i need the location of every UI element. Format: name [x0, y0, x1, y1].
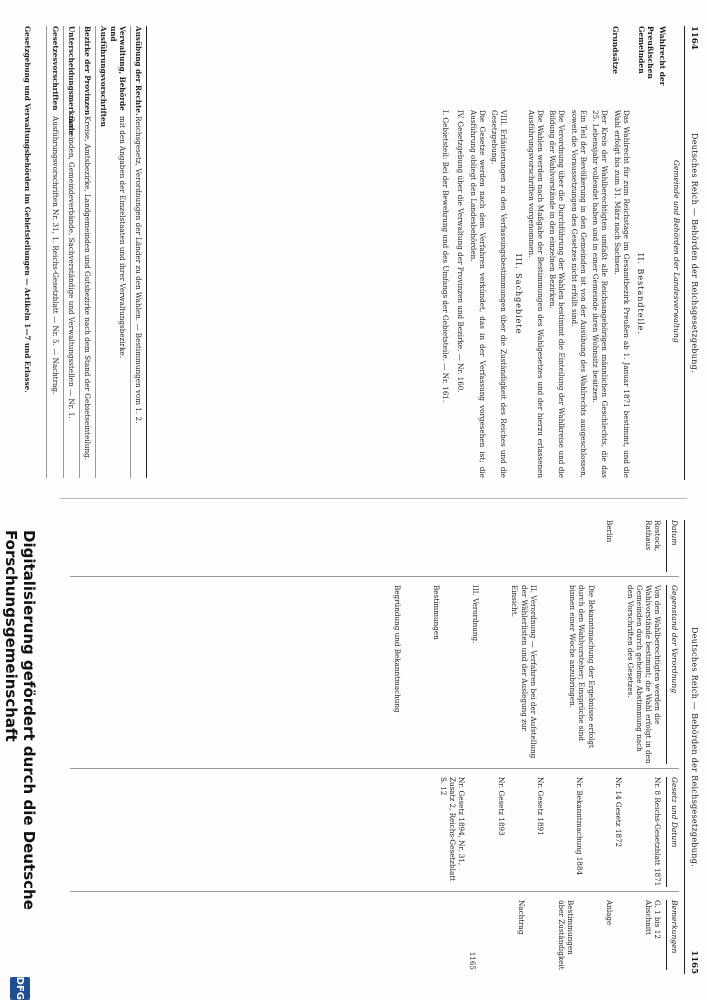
- cell: III. Verordnung.: [471, 585, 481, 644]
- running-head: Deutsches Reich — Behörden der Reichsgesetzgebung.: [690, 133, 699, 373]
- cell: Von den Wahlberechtigten werden die Wahlvorstände bestimmt; die Wahl erfolgt in den Gemeinden durch geheime Abstimmung nach den Vorschriften des Gesetzes.: [625, 585, 663, 764]
- cell: Rostock, Rathaus: [644, 520, 663, 552]
- column-date: [70, 520, 679, 577]
- row-text: Gemeinden, Gemeindeverbände, Sachverständige und Verwaltungsstellen — Nr. 1.: [66, 116, 76, 419]
- dfg-logo: DFG: [10, 977, 30, 1000]
- cell: Anlage: [604, 900, 614, 926]
- column-header: Bemerkungen: [666, 900, 679, 970]
- column-header: Datum: [666, 520, 679, 572]
- table-row: [79, 26, 95, 478]
- table-row: [46, 26, 62, 478]
- column-header: Gesetz und Datum: [666, 777, 679, 887]
- cell: Bestimmungen: [432, 585, 441, 640]
- cell: II. Verordnung — Verfahren bei der Aufstellung der Wählerlisten und der Auslegung zur Einsicht.: [510, 585, 538, 759]
- left-page-header: [684, 26, 699, 480]
- cell: Nr. Gesetz 1894, Nr. 31, Zusatz 2, Reichs-Gesetzblatt S. 12: [438, 777, 467, 882]
- right-page: [0, 500, 707, 1000]
- running-head: Deutsches Reich — Behörden der Reichsgesetzgebung.: [690, 627, 699, 867]
- cell: Nr. Gesetz 1893: [496, 777, 506, 836]
- row-text: Kreise, Amtsbezirke, Landgemeinden und Gutsbezirke nach dem Stand der Gebietseinteilung.: [83, 116, 93, 461]
- paragraph: Ein Teil der Bevölkerung in den Gemeinden ist von der Ausübung des Wahlrechts ausgeschlossen, soweit die Voraussetzungen des Gesetzes nicht erfüllt sind.: [569, 110, 588, 478]
- paragraph: Der Kreis der Wahlberechtigten umfaßt alle Reichsangehörigen männlichen Geschlechts, die das 25. Lebensjahr vollendet haben und in einer Gemeinde ihren Wohnsitz besitzen.: [591, 110, 610, 478]
- row-label: Verwaltung, Behörde und Ausführungsvorschriften: [99, 26, 127, 127]
- subsection-title: III. Sachgebiete: [513, 253, 523, 335]
- cell: Nr. Gesetz 1891: [535, 777, 545, 836]
- section-title: II. Bestandteile.: [636, 253, 645, 335]
- cell: Nr. 14 Gesetz 1872: [614, 777, 624, 848]
- paragraph: Die Verordnung über die Durchführung der Wahlen bestimmt die Einteilung der Wahlkreise und die Bildung der Wahlvorstände in den einzelnen Bezirken.: [548, 110, 567, 478]
- side-label: Preußischen Gemeinden: [636, 26, 656, 79]
- cell: Die Bekanntmachung der Ergebnisse erfolgt durch den Wahlvorsteher; Einsprüche sind binnen einer Woche anzubringen.: [568, 585, 596, 748]
- right-table: [70, 520, 679, 974]
- digitization-footer: [0, 500, 40, 1000]
- side-label: Grundsätze: [611, 26, 621, 75]
- row-label: Bezirke der Provinzen: [83, 26, 93, 116]
- page-number: 1165: [689, 950, 699, 974]
- paragraph: I. Gebietsteil: Bei der Bewehrung und des Umfangs der Gebietsteile. — Nr. 161.: [441, 110, 451, 403]
- column-header: Gegenstand der Verordnung: [666, 585, 679, 764]
- cell: Begründung und Bekanntmachung: [392, 585, 402, 713]
- left-table: [23, 26, 147, 478]
- row-text: mit den Angaben der Einzelstaaten und ihrer Verwaltungsbezirke.: [117, 116, 127, 358]
- cell: G. 1 bis 12 Abschnitt: [644, 900, 663, 939]
- table-row: [63, 26, 79, 478]
- paragraph: IV. Gesetzgebung über die Verwaltung der Provinzen und Bezirke. — Nr. 160.: [456, 110, 466, 393]
- row-text: Ausführungsvorschriften Nr. 31, 1. Reichs-Gesetzblatt — Nr. 5. — Nachtrag.: [50, 116, 60, 395]
- cell: Nr. 8 Reichs-Gesetzblatt 1871: [653, 777, 663, 887]
- side-label: Wahlrecht der: [658, 26, 667, 86]
- right-page-header: [684, 520, 699, 974]
- column-notes: [70, 900, 679, 974]
- column-subject: [70, 585, 679, 769]
- row-label: Gesetzesvorschriften: [50, 26, 60, 111]
- left-body: [438, 110, 649, 478]
- table-row: [95, 26, 130, 478]
- cell: Berlin: [604, 520, 614, 543]
- cell: Nachtrag: [517, 900, 527, 935]
- footer-text: Digitalisierung gefördert durch die Deutsche Forschungsgemeinschaft: [2, 530, 38, 910]
- row-label: Unterscheidungsmerkmale: [66, 26, 76, 136]
- page-number: 1164: [689, 26, 699, 50]
- side-labels: [609, 26, 667, 106]
- page-gutter: [60, 498, 687, 499]
- cell: Bestimmungen über Zuständigkeit: [556, 900, 575, 970]
- cell: Nr. Bekanntmachung 1884: [574, 777, 584, 876]
- page-marker: 1165: [468, 951, 478, 970]
- row-label: Ausübung der Rechte.: [134, 26, 143, 116]
- column-law: [70, 777, 679, 892]
- paragraph: VIII. Erläuterungen zu den Verfassungsbestimmungen über die Zuständigkeit des Reiches und die Gesetzgebung.: [490, 110, 509, 478]
- row-text: Reichsgesetz, Verordnungen der Länder zu den Wahlen. — Bestimmungen vom 1. 2.: [134, 116, 143, 424]
- table-row: [130, 26, 146, 478]
- paragraph: Das Wahlrecht für zum Reichstage im Gesamtbezirk Preußen ab 1. Januar 1871 bestimmt, und die Wahl erfolgt bis zum 31. März nach Sachsen.: [612, 110, 631, 478]
- paragraph: Die Gesetze werden nach dem Verfahren verkündet, das in der Verfassung vorgesehen ist; die Ausführung obliegt den Landesbehörden.: [468, 110, 487, 478]
- paragraph: Die Wahlen werden nach Maßgabe der Bestimmungen des Wahlgesetzes und der hierzu erlassenen Ausführungsvorschriften vorgenommen.: [526, 110, 546, 478]
- column-head: Gemeinde und Behörden der Landesverwaltung: [672, 160, 681, 343]
- bottom-line: Gesetzgebung und Verwaltungsbehörden im Gebietsteilungen — Artikeln 1—7 und Erlasse.: [23, 26, 33, 393]
